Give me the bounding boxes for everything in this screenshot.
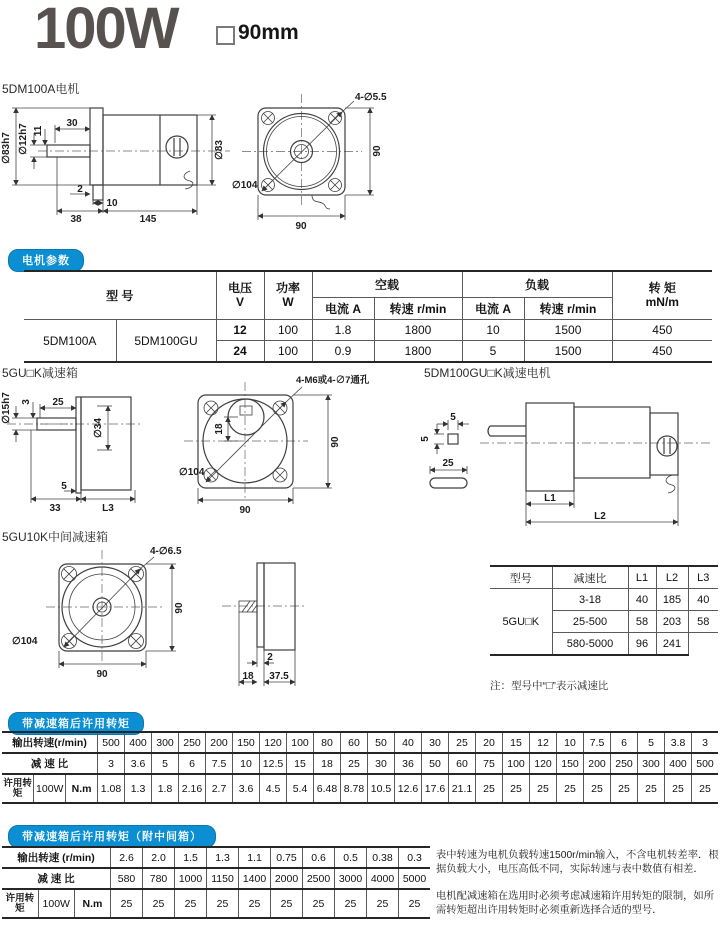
ratio-value-cell: 150 <box>557 753 584 774</box>
speed-value-cell: 25 <box>449 732 476 753</box>
speed-value-cell: 200 <box>206 732 233 753</box>
dim-label: L2 <box>594 511 606 522</box>
ratio-value-cell: 5 <box>152 753 179 774</box>
gearmotor-drawing-label: 5DM100GU□K减速电机 <box>424 366 551 380</box>
torque-value-cell: 25 <box>367 889 399 918</box>
ratio-value-cell: 400 <box>665 753 692 774</box>
speed-value-cell: 10 <box>557 732 584 753</box>
dim-label: 3 <box>21 399 32 405</box>
model-a-cell: 5DM100A <box>24 320 116 363</box>
dim-label: 38 <box>70 214 82 225</box>
page-title: 100W <box>34 0 178 61</box>
dim-label: L1 <box>544 493 556 504</box>
ratio-value-cell: 75 <box>476 753 503 774</box>
torque-value-cell: 5.4 <box>287 774 314 803</box>
l3-cell <box>688 633 718 656</box>
torque-value-cell: 25 <box>111 889 143 918</box>
ratio-value-cell: 60 <box>449 753 476 774</box>
speed-value-cell: 2.0 <box>143 847 175 868</box>
speed-value-cell: 80 <box>314 732 341 753</box>
speed-row-label: 输出转速 (r/min) <box>2 847 111 868</box>
speed-value-cell: 30 <box>422 732 449 753</box>
col-noload: 空载 <box>312 271 462 298</box>
dim-label: ∅83 <box>214 140 225 160</box>
speed-value-cell: 60 <box>341 732 368 753</box>
power-cell: 100 <box>264 320 312 341</box>
dim-label: L3 <box>102 503 114 514</box>
table-row <box>24 320 712 341</box>
torque-value-cell: 25 <box>303 889 335 918</box>
col-noload-current: 电流 A <box>312 298 374 320</box>
torque-value-cell: 21.1 <box>449 774 476 803</box>
torque-value-cell: 25 <box>584 774 611 803</box>
speed-value-cell: 1.3 <box>207 847 239 868</box>
col-l2: L2 <box>656 566 688 589</box>
torque-mid-table <box>2 846 430 919</box>
mid-gearbox-front-drawing <box>2 538 220 710</box>
torque-table <box>2 731 718 804</box>
torque-value-cell: 25 <box>557 774 584 803</box>
l1-cell: 58 <box>628 611 656 633</box>
torque-value-cell: 1.08 <box>98 774 125 803</box>
gearbox-drawing-label: 5GU□K减速箱 <box>2 366 78 380</box>
torque-value-cell: 25 <box>611 774 638 803</box>
speed-value-cell: 1.5 <box>175 847 207 868</box>
ratio-value-cell: 10 <box>233 753 260 774</box>
col-ratio: 减速比 <box>552 566 628 589</box>
dim-label: 4-M6或4-∅7通孔 <box>296 375 370 386</box>
dim-label: 90 <box>174 602 185 614</box>
col-torque-unit: mN/m <box>645 294 679 309</box>
torque-value-cell: 25 <box>335 889 367 918</box>
mid-gearbox-side-drawing <box>212 540 364 710</box>
dim-label: ∅12h7 <box>18 123 29 155</box>
torque-mid-badge: 带减速箱后许用转矩（附中间箱） <box>8 825 216 848</box>
dim-label: ∅83h7 <box>1 132 12 164</box>
speed-value-cell: 2.6 <box>111 847 143 868</box>
speed-value-cell: 12 <box>530 732 557 753</box>
torque-value-cell: 25 <box>503 774 530 803</box>
model-cell: 5GU□K <box>490 589 552 656</box>
torque-value-cell: 25 <box>239 889 271 918</box>
speed-value-cell: 40 <box>395 732 422 753</box>
dim-label: 90 <box>96 669 108 680</box>
torque-model-cell: 100W <box>34 774 66 803</box>
torque-unit-cell: N.m <box>74 889 110 918</box>
col-load: 负载 <box>462 271 612 298</box>
ratio-row <box>2 753 718 774</box>
ratio-value-cell: 200 <box>584 753 611 774</box>
ratio-value-cell: 580 <box>111 868 143 889</box>
torque-value-cell: 25 <box>143 889 175 918</box>
voltage-cell: 24 <box>216 341 264 363</box>
speed-value-cell: 0.75 <box>271 847 303 868</box>
nl-current-cell: 0.9 <box>312 341 374 363</box>
ratio-value-cell: 15 <box>287 753 314 774</box>
torque-value-cell: 6.48 <box>314 774 341 803</box>
torque-value-cell: 2.16 <box>179 774 206 803</box>
col-load-speed: 转速 r/min <box>524 298 612 320</box>
torque-row <box>2 889 430 918</box>
ratio-value-cell: 100 <box>503 753 530 774</box>
dim-label: ∅34 <box>93 418 104 438</box>
torque-cell: 450 <box>612 341 712 363</box>
col-voltage <box>216 271 264 320</box>
torque-value-cell: 25 <box>399 889 431 918</box>
col-voltage-label: 电压 <box>227 280 252 295</box>
speed-row <box>2 732 718 753</box>
speed-value-cell: 1.1 <box>239 847 271 868</box>
torque-value-cell: 10.5 <box>368 774 395 803</box>
l2-cell: 203 <box>656 611 688 633</box>
ratio-value-cell: 780 <box>143 868 175 889</box>
ratio-value-cell: 5000 <box>399 868 431 889</box>
dim-label: 33 <box>49 503 61 514</box>
speed-value-cell: 0.5 <box>335 847 367 868</box>
speed-value-cell: 50 <box>368 732 395 753</box>
col-model: 型 号 <box>24 271 216 320</box>
speed-value-cell: 0.3 <box>399 847 431 868</box>
ratio-value-cell: 300 <box>638 753 665 774</box>
ratio-value-cell: 25 <box>341 753 368 774</box>
speed-value-cell: 250 <box>179 732 206 753</box>
col-torque <box>612 271 712 320</box>
torque-value-cell: 17.6 <box>422 774 449 803</box>
torque-value-cell: 25 <box>665 774 692 803</box>
speed-value-cell: 15 <box>503 732 530 753</box>
torque-value-cell: 3.6 <box>233 774 260 803</box>
mid-gearbox-drawing-label: 5GU10K中间减速箱 <box>2 530 109 544</box>
dim-label: 5 <box>450 412 456 423</box>
speed-value-cell: 0.6 <box>303 847 335 868</box>
col-torque-label: 转 矩 <box>648 280 676 295</box>
gearmotor-side-drawing <box>420 368 720 528</box>
l2-cell: 185 <box>656 589 688 611</box>
ratio-value-cell: 500 <box>692 753 719 774</box>
power-cell: 100 <box>264 341 312 363</box>
speed-value-cell: 3 <box>692 732 719 753</box>
speed-value-cell: 5 <box>638 732 665 753</box>
torque-value-cell: 12.6 <box>395 774 422 803</box>
ratio-value-cell: 4000 <box>367 868 399 889</box>
torque-value-cell: 1.3 <box>125 774 152 803</box>
ratio-row-label: 减 速 比 <box>2 753 98 774</box>
torque-value-cell: 25 <box>638 774 665 803</box>
ratio-value-cell: 3000 <box>335 868 367 889</box>
dim-label: 5 <box>420 436 431 442</box>
ratio-value-cell: 3 <box>98 753 125 774</box>
ratio-value-cell: 50 <box>422 753 449 774</box>
torque-badge: 带减速箱后许用转矩 <box>8 712 144 735</box>
dim-label: 10 <box>106 198 118 209</box>
speed-value-cell: 100 <box>287 732 314 753</box>
dim-label: 25 <box>442 458 454 469</box>
col-model: 型号 <box>490 566 552 589</box>
frame-square-icon <box>216 26 235 45</box>
dim-label: 2 <box>267 652 273 663</box>
col-l1: L1 <box>628 566 656 589</box>
ratio-value-cell: 7.5 <box>206 753 233 774</box>
ratio-value-cell: 1400 <box>239 868 271 889</box>
gearbox-front-drawing <box>178 372 390 530</box>
speed-value-cell: 500 <box>98 732 125 753</box>
col-load-current: 电流 A <box>462 298 524 320</box>
col-voltage-unit: V <box>235 294 244 309</box>
dim-label: 11 <box>33 125 44 137</box>
table-header-row <box>490 566 718 589</box>
speed-value-cell: 3.8 <box>665 732 692 753</box>
dim-label: 25 <box>52 397 64 408</box>
l3-cell: 58 <box>688 611 718 633</box>
col-power <box>264 271 312 320</box>
nl-current-cell: 1.8 <box>312 320 374 341</box>
speed-value-cell: 0.38 <box>367 847 399 868</box>
torque-value-cell: 25 <box>207 889 239 918</box>
ratio-value-cell: 30 <box>368 753 395 774</box>
torque-unit-cell: N.m <box>66 774 98 803</box>
torque-value-cell: 25 <box>175 889 207 918</box>
torque-value-cell: 25 <box>692 774 719 803</box>
torque-cell: 450 <box>612 320 712 341</box>
torque-value-cell: 4.5 <box>260 774 287 803</box>
dim-label: 90 <box>330 436 341 448</box>
ratio-row-label: 减 速 比 <box>2 868 111 889</box>
speed-value-cell: 6 <box>611 732 638 753</box>
col-power-label: 功率 <box>275 280 300 295</box>
dim-label: 18 <box>214 423 225 435</box>
dim-label: ∅104 <box>179 467 205 478</box>
voltage-cell: 12 <box>216 320 264 341</box>
motor-front-drawing <box>230 88 435 250</box>
ratio-value-cell: 2500 <box>303 868 335 889</box>
torque-value-cell: 2.7 <box>206 774 233 803</box>
nl-speed-cell: 1800 <box>374 341 462 363</box>
torque-value-cell: 25 <box>530 774 557 803</box>
ld-speed-cell: 1500 <box>524 341 612 363</box>
dim-label: 90 <box>295 221 307 232</box>
footnote-speed: 表中转速为电机负载转速1500r/min输入，不含电机转差率．根据负载大小，电压高低不同，实际转速与表中数值有相差． <box>436 850 719 875</box>
dim-label: ∅15h7 <box>1 392 12 424</box>
ratio-cell: 3-18 <box>552 589 628 611</box>
gear-table-note: 注：型号中“□”表示减速比 <box>490 680 609 692</box>
ld-speed-cell: 1500 <box>524 320 612 341</box>
motor-drawing-label: 5DM100A电机 <box>2 82 80 96</box>
torque-model-cell: 100W <box>38 889 74 918</box>
ld-current-cell: 5 <box>462 341 524 363</box>
dim-label: ∅104 <box>232 180 258 191</box>
speed-value-cell: 7.5 <box>584 732 611 753</box>
l3-cell: 40 <box>688 589 718 611</box>
nl-speed-cell: 1800 <box>374 320 462 341</box>
ratio-cell: 580-5000 <box>552 633 628 656</box>
torque-row-label: 许用转矩 <box>2 774 34 803</box>
speed-value-cell: 150 <box>233 732 260 753</box>
torque-row-label: 许用转矩 <box>2 889 38 918</box>
motor-params-badge: 电机参数 <box>8 249 84 272</box>
speed-row <box>2 847 430 868</box>
ratio-row <box>2 868 430 889</box>
ratio-value-cell: 250 <box>611 753 638 774</box>
dim-label: 30 <box>66 118 78 129</box>
table-row <box>490 589 718 611</box>
speed-value-cell: 300 <box>152 732 179 753</box>
col-noload-speed: 转速 r/min <box>374 298 462 320</box>
speed-value-cell: 400 <box>125 732 152 753</box>
dim-label: 2 <box>77 184 83 195</box>
torque-value-cell: 25 <box>476 774 503 803</box>
dim-label: 18 <box>242 671 254 682</box>
speed-row-label: 输出转速(r/min) <box>2 732 98 753</box>
torque-value-cell: 1.8 <box>152 774 179 803</box>
ratio-value-cell: 36 <box>395 753 422 774</box>
speed-value-cell: 20 <box>476 732 503 753</box>
dim-label: 4-∅5.5 <box>355 92 387 103</box>
gear-dimension-table <box>490 565 718 656</box>
footnotes <box>436 849 720 931</box>
dim-label: 145 <box>139 214 157 225</box>
ratio-value-cell: 12.5 <box>260 753 287 774</box>
dim-label: 5 <box>61 481 67 492</box>
ratio-cell: 25-500 <box>552 611 628 633</box>
ratio-value-cell: 6 <box>179 753 206 774</box>
ratio-value-cell: 1000 <box>175 868 207 889</box>
speed-value-cell: 120 <box>260 732 287 753</box>
dim-label: ∅104 <box>12 636 38 647</box>
ratio-value-cell: 18 <box>314 753 341 774</box>
torque-value-cell: 25 <box>271 889 303 918</box>
torque-value-cell: 8.78 <box>341 774 368 803</box>
motor-params-table <box>24 270 712 363</box>
table-header-row <box>24 271 712 298</box>
footnote-torque: 电机配减速箱在选用时必须考虑减速箱许用转矩的限制，如所需转矩超出许用转矩时必须重新选择合适的型号． <box>436 891 715 916</box>
ratio-value-cell: 3.6 <box>125 753 152 774</box>
model-b-cell: 5DM100GU <box>116 320 216 363</box>
gearbox-side-drawing <box>2 378 180 530</box>
l1-cell: 40 <box>628 589 656 611</box>
torque-row <box>2 774 718 803</box>
ld-current-cell: 10 <box>462 320 524 341</box>
col-l3: L3 <box>688 566 718 589</box>
dim-label: 37.5 <box>269 671 289 682</box>
l2-cell: 241 <box>656 633 688 656</box>
dim-label: 90 <box>372 145 383 157</box>
dim-label: 90 <box>239 505 251 516</box>
motor-side-drawing <box>0 93 235 251</box>
ratio-value-cell: 120 <box>530 753 557 774</box>
dim-label: 4-∅6.5 <box>150 546 182 557</box>
l1-cell: 96 <box>628 633 656 656</box>
col-power-unit: W <box>282 294 294 309</box>
ratio-value-cell: 2000 <box>271 868 303 889</box>
ratio-value-cell: 1150 <box>207 868 239 889</box>
frame-size-label: 90mm <box>238 21 299 44</box>
